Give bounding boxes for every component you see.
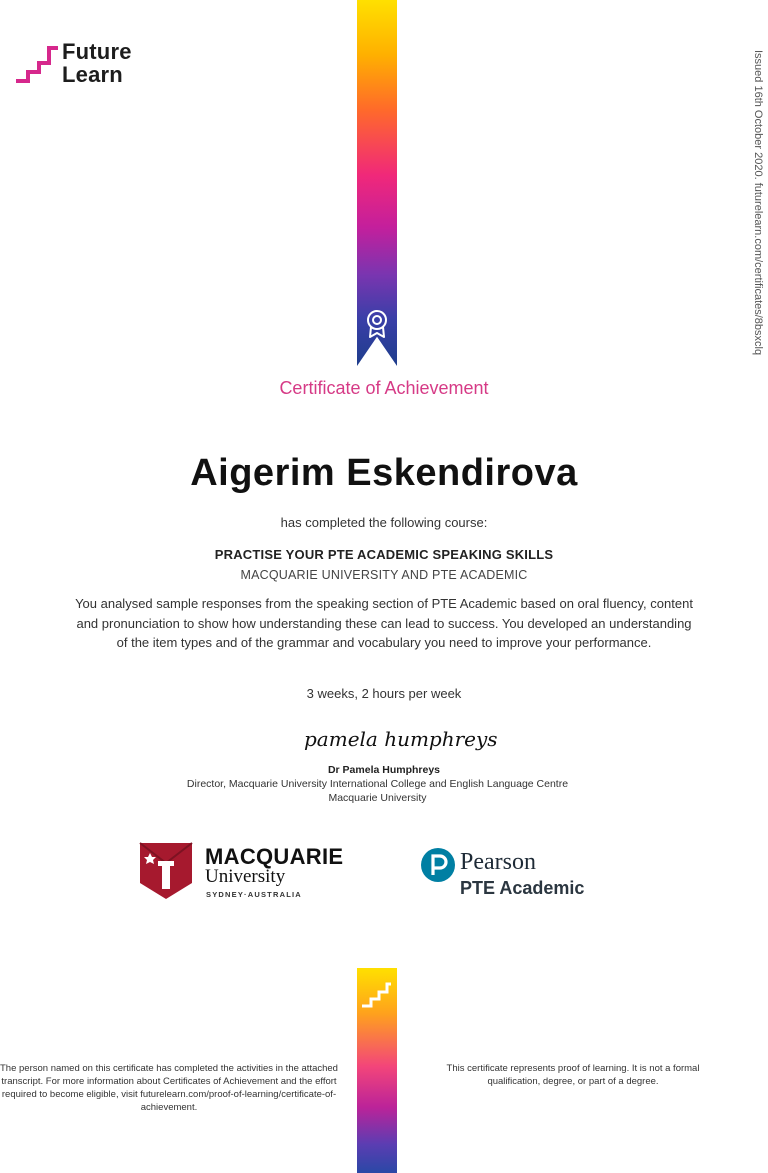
signature-text: pamela humphreys bbox=[304, 727, 498, 751]
macquarie-name: MACQUARIE bbox=[205, 844, 344, 869]
course-provider: MACQUARIE UNIVERSITY AND PTE ACADEMIC bbox=[240, 568, 528, 582]
signature-image bbox=[300, 718, 498, 758]
issued-info: Issued 16th October 2020. futurelearn.com/certificates/8bsxclq bbox=[752, 50, 764, 356]
footer-right-note: This certificate represents proof of learning. It is not a formal qualification, degree, or part of a degree. bbox=[446, 1063, 700, 1087]
brand-line-2: Learn bbox=[62, 62, 123, 87]
brand-line-1: Future bbox=[62, 39, 132, 64]
pearson-p-icon bbox=[421, 848, 455, 882]
signer-name: Dr Pamela Humphreys bbox=[327, 764, 441, 776]
certificate-title: Certificate of Achievement bbox=[279, 378, 489, 398]
macquarie-sub: University bbox=[205, 866, 286, 887]
completed-text: has completed the following course: bbox=[280, 515, 488, 530]
course-description: You analysed sample responses from the speaking section of PTE Academic based on oral fluency, content and pronunciation to show how understanding these can lead to success. You developed an understanding of the item types and of the grammar and vocabulary you need to improve your performance. bbox=[75, 596, 693, 650]
pearson-name: Pearson bbox=[460, 849, 536, 875]
course-title: PRACTISE YOUR PTE ACADEMIC SPEAKING SKILLS bbox=[214, 547, 554, 562]
pte-academic-name: PTE Academic bbox=[460, 878, 585, 898]
macquarie-location: SYDNEY·AUSTRALIA bbox=[206, 890, 302, 899]
signer-organization: Macquarie University bbox=[328, 791, 427, 804]
award-icon bbox=[364, 308, 390, 340]
recipient-name: Aigerim Eskendirova bbox=[190, 452, 578, 494]
signer-role-text: Director, Macquarie University International College and English Language Centre bbox=[186, 778, 569, 790]
footer-left-note: The person named on this certificate has completed the activities in the attached transcript. For more information about Certificates of Achievement and the effort required to become eligible, visit futurelearn.com/proof-of-learning/certificate-of-achievement. bbox=[0, 1063, 338, 1113]
signer-role bbox=[180, 778, 575, 805]
macquarie-shield-icon bbox=[140, 843, 192, 899]
brand-wordmark bbox=[62, 40, 132, 86]
course-duration: 3 weeks, 2 hours per week bbox=[306, 686, 462, 701]
futurelearn-stairs-icon bbox=[360, 980, 394, 1010]
